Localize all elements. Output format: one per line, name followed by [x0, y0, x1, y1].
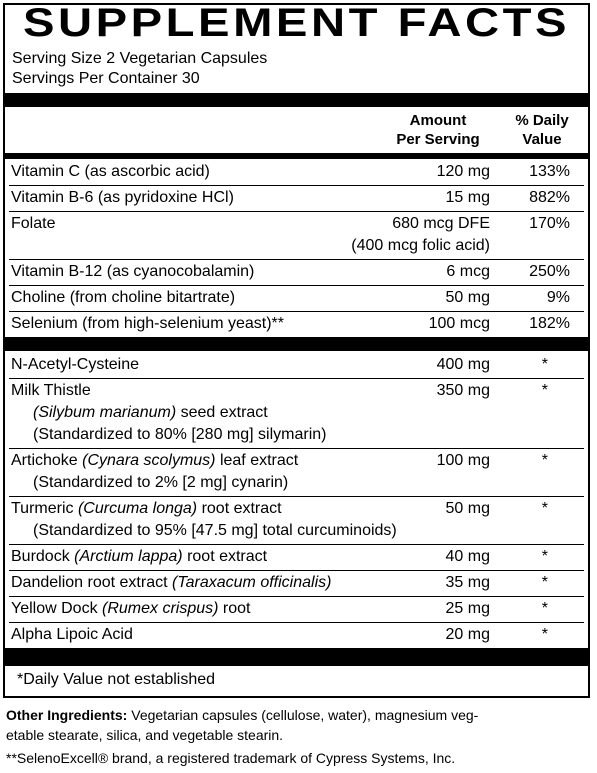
- serving-size: Serving Size 2 Vegetarian Capsules: [12, 50, 268, 67]
- row-divider: [9, 259, 584, 260]
- row-divider: [9, 622, 584, 623]
- row-divider: [9, 496, 584, 497]
- row-divider: [9, 544, 584, 545]
- row-divider: [9, 211, 584, 212]
- row-divider: [9, 378, 584, 379]
- other-ingredients: Other Ingredients: Vegetarian capsules (cellulose, water), magnesium veg-: [6, 707, 479, 723]
- panel-title: SUPPLEMENT FACTS: [22, 1, 571, 45]
- ingredient-row: Turmeric (Curcuma longa) root extract (Standardized to 95% [47.5 mg] total curcuminoids) 50 mg *: [11, 500, 548, 539]
- thick-divider-middle: [5, 337, 588, 351]
- row-divider: [9, 185, 584, 186]
- supplement-facts-panel: SUPPLEMENT FACTS Serving Size 2 Vegetarian Capsules Servings Per Container 30 Amount Per Serving % Daily Value Vitamin C (as ascorbic acid) 120 mg 133% Vitamin B-6 (as pyridoxine HCl) 15 mg 882% Folate 680 mcg DFE (400 mcg folic acid) 170% Vitamin B-12 (as cyanocobalamin) 6 mcg 250% Choline (from choline bitartrate) 50 mg 9% Selenium (from high-selenium yeast)** 100 mcg 182% N-Acetyl-Cysteine 400 mg * Milk Thistle (Silybum marianum) seed extract (Standardized to 80% [280 mg] silymarin) 350 mg * Artichoke (Cynara scolymus) leaf extract (Standardized to 2% [2 mg] cynarin) 100 mg * Turmeric (Curcuma longa) root extract (Standardized to 95% [47.5 mg] total curcuminoids) 50 mg * Burdock (Arctium lappa) root extract 40 mg * Dandelion root extract (Taraxacum officinalis) 35 mg * Yellow Dock (Rumex crispus) root 25 mg * Alpha Lipoic Acid 20 mg * *Daily Value not established: [3, 3, 590, 698]
- trademark-note: **SelenoExcell® brand, a registered trademark of Cypress Systems, Inc.: [6, 750, 456, 766]
- row-divider: [9, 285, 584, 286]
- other-ingredients-continued: etable stearate, silica, and vegetable stearin.: [6, 727, 284, 743]
- amount-header: Amount Per Serving: [396, 112, 480, 148]
- ingredient-row: Milk Thistle (Silybum marianum) seed extract (Standardized to 80% [280 mg] silymarin) 350 mg *: [11, 382, 548, 443]
- ingredient-row: Artichoke (Cynara scolymus) leaf extract (Standardized to 2% [2 mg] cynarin) 100 mg *: [11, 452, 548, 491]
- daily-value-header: % Daily Value: [515, 112, 569, 148]
- servings-per-container: Servings Per Container 30: [12, 70, 200, 87]
- thick-divider-top: [5, 93, 588, 107]
- daily-value-footnote: *Daily Value not established: [17, 671, 216, 688]
- row-divider: [9, 596, 584, 597]
- row-divider: [9, 570, 584, 571]
- row-divider: [9, 311, 584, 312]
- row-divider: [9, 448, 584, 449]
- thick-divider-bottom: [5, 648, 588, 666]
- nutrient-row: Folate 680 mcg DFE (400 mcg folic acid) 170%: [11, 215, 570, 254]
- divider-header: [5, 153, 588, 159]
